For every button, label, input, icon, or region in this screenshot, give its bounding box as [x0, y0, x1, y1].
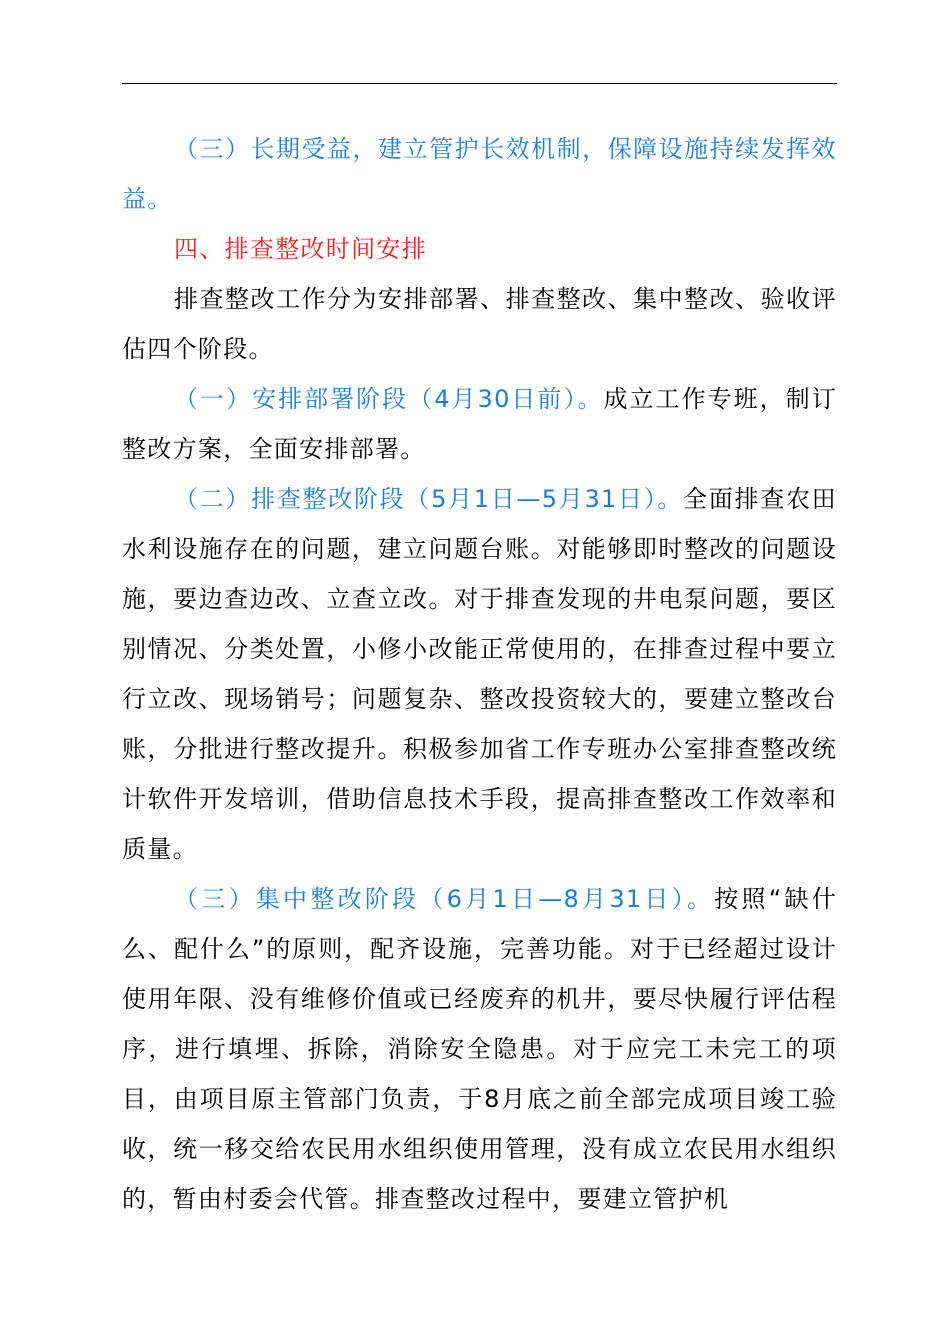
text-stage-two: 全面排查农田水利设施存在的问题，建立问题台账。对能够即时整改的问题设施，要边查边改、立查立改。对于排查发现的井电泵问题，要区别情况、分类处置，小修小改能正常使用的，在排查过程中要立行立改、现场销号；问题复杂、整改投资较大的，要建立整改台账，分批进行整改提升。积极参加省工作专班办公室排查整改统计软件开发培训，借助信息技术手段，提高排查整改工作效率和质量。 — [122, 485, 837, 863]
paragraph-stage-two — [122, 474, 837, 874]
section-heading-schedule — [122, 224, 837, 274]
heading-schedule: 四、排查整改时间安排 — [174, 235, 427, 263]
heading-stage-two: （二）排查整改阶段（5月1日—5月31日）。 — [174, 485, 684, 513]
paragraph-long-term-benefit — [122, 124, 837, 224]
paragraph-stage-three — [122, 874, 837, 1224]
heading-stage-three: （三）集中整改阶段（6月1日—8月31日）。 — [174, 885, 715, 913]
header-rule — [122, 83, 837, 84]
heading-long-term-benefit: （三）长期受益，建立管护长效机制，保障设施持续发挥效益。 — [122, 135, 837, 213]
text-stages-intro: 排查整改工作分为安排部署、排查整改、集中整改、验收评估四个阶段。 — [122, 285, 837, 363]
text-stage-one: 成立工作专班，制订整改方案，全面安排部署。 — [122, 385, 838, 463]
heading-stage-one: （一）安排部署阶段（4月30日前）。 — [174, 385, 604, 413]
text-stage-three: 按照“缺什么、配什么”的原则，配齐设施，完善功能。对于已经超过设计使用年限、没有维修价值或已经废弃的机井，要尽快履行评估程序，进行填埋、拆除，消除安全隐患。对于应完工未完工的项目，由项目原主管部门负责，于8月底之前全部完成项目竣工验收，统一移交给农民用水组织使用管理，没有成立农民用水组织的，暂由村委会代管。排查整改过程中，要建立管护机 — [122, 885, 838, 1213]
paragraph-stage-one — [122, 374, 837, 474]
document-body — [122, 124, 837, 1224]
paragraph-stages-intro — [122, 274, 837, 374]
